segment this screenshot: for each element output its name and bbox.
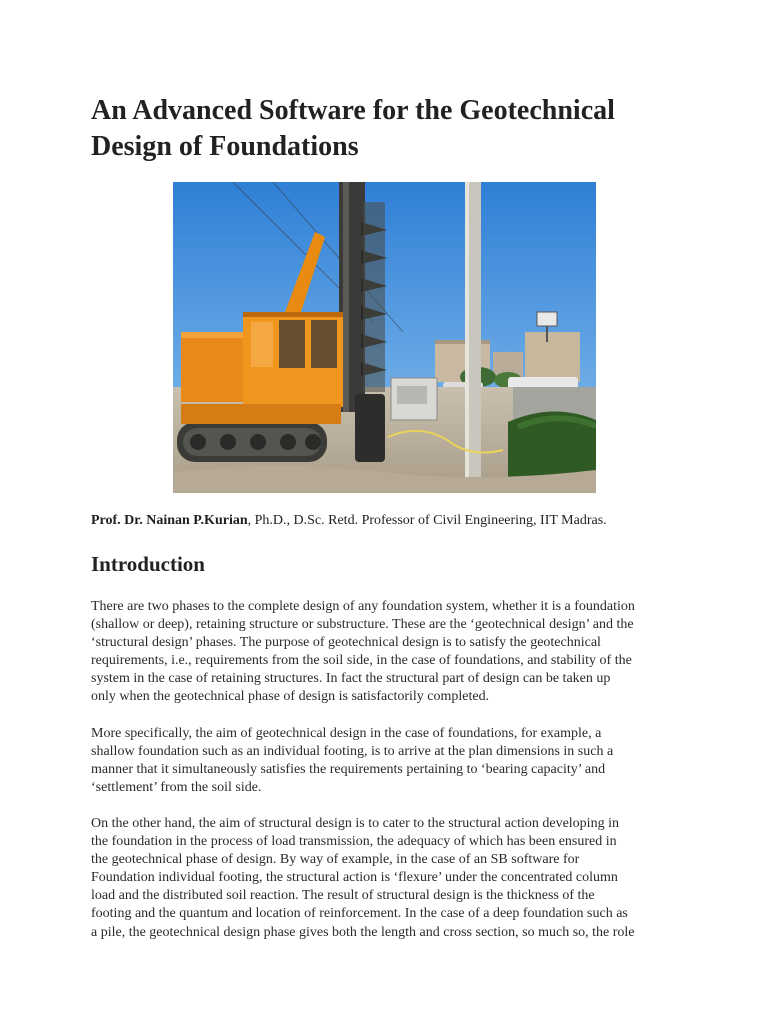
text-line: a pile, the geotechnical design phase gives both the length and cross section, so much so, the role	[91, 924, 635, 940]
paragraph	[91, 815, 691, 942]
text-line: system in the case of retaining structures. In fact the structural part of design can be taken up	[91, 671, 611, 687]
title-line: An Advanced Software for the Geotechnical	[91, 95, 615, 126]
text-line: manner that it simultaneously satisfies the requirements pertaining to ‘bearing capacity’ and	[91, 761, 606, 777]
pile-drilling-rig-photo	[173, 182, 596, 493]
document-content	[91, 93, 691, 942]
text-line: footing and the quantum and location of reinforcement. In the case of a deep foundation such as	[91, 906, 628, 922]
text-line: ‘structural design’ phases. The purpose of geotechnical design is to satisfy the geotechnical	[91, 635, 601, 651]
paragraph	[91, 725, 691, 797]
text-line: only when the geotechnical phase of design is satisfactorily completed.	[91, 689, 490, 705]
section-heading: Introduction	[91, 552, 205, 576]
author-name: Prof. Dr. Nainan P.Kurian	[91, 513, 248, 528]
text-line: ‘settlement’ from the soil side.	[91, 779, 262, 795]
paragraph	[91, 598, 691, 707]
author-byline	[91, 512, 691, 530]
text-line: Foundation individual footing, the structural action is ‘flexure’ under the concentrated column	[91, 870, 618, 886]
text-line: More specifically, the aim of geotechnical design in the case of foundations, for example, a	[91, 725, 602, 741]
document-title	[91, 93, 691, 165]
text-line: shallow foundation such as an individual footing, is to arrive at the plan dimensions in such a	[91, 743, 614, 759]
text-line: There are two phases to the complete design of any foundation system, whether it is a foundation	[91, 599, 635, 614]
text-line: (shallow or deep), retaining structure or substructure. These are the ‘geotechnical design’ and the	[91, 617, 634, 633]
text-line: requirements, i.e., requirements from the soil side, in the case of foundations, and stability of the	[91, 653, 632, 669]
text-line: the foundation in the process of load transmission, the adequacy of which has been ensured in	[91, 834, 617, 850]
title-line: Design of Foundations	[91, 131, 359, 162]
text-line: load and the distributed soil reaction. The result of structural design is the thickness of the	[91, 888, 595, 904]
text-line: the geotechnical phase of design. By way of example, in the case of an SB software for	[91, 852, 580, 868]
author-credentials: , Ph.D., D.Sc. Retd. Professor of Civil Engineering, IIT Madras.	[247, 513, 607, 528]
text-line: On the other hand, the aim of structural design is to cater to the structural action developing in	[91, 815, 619, 831]
